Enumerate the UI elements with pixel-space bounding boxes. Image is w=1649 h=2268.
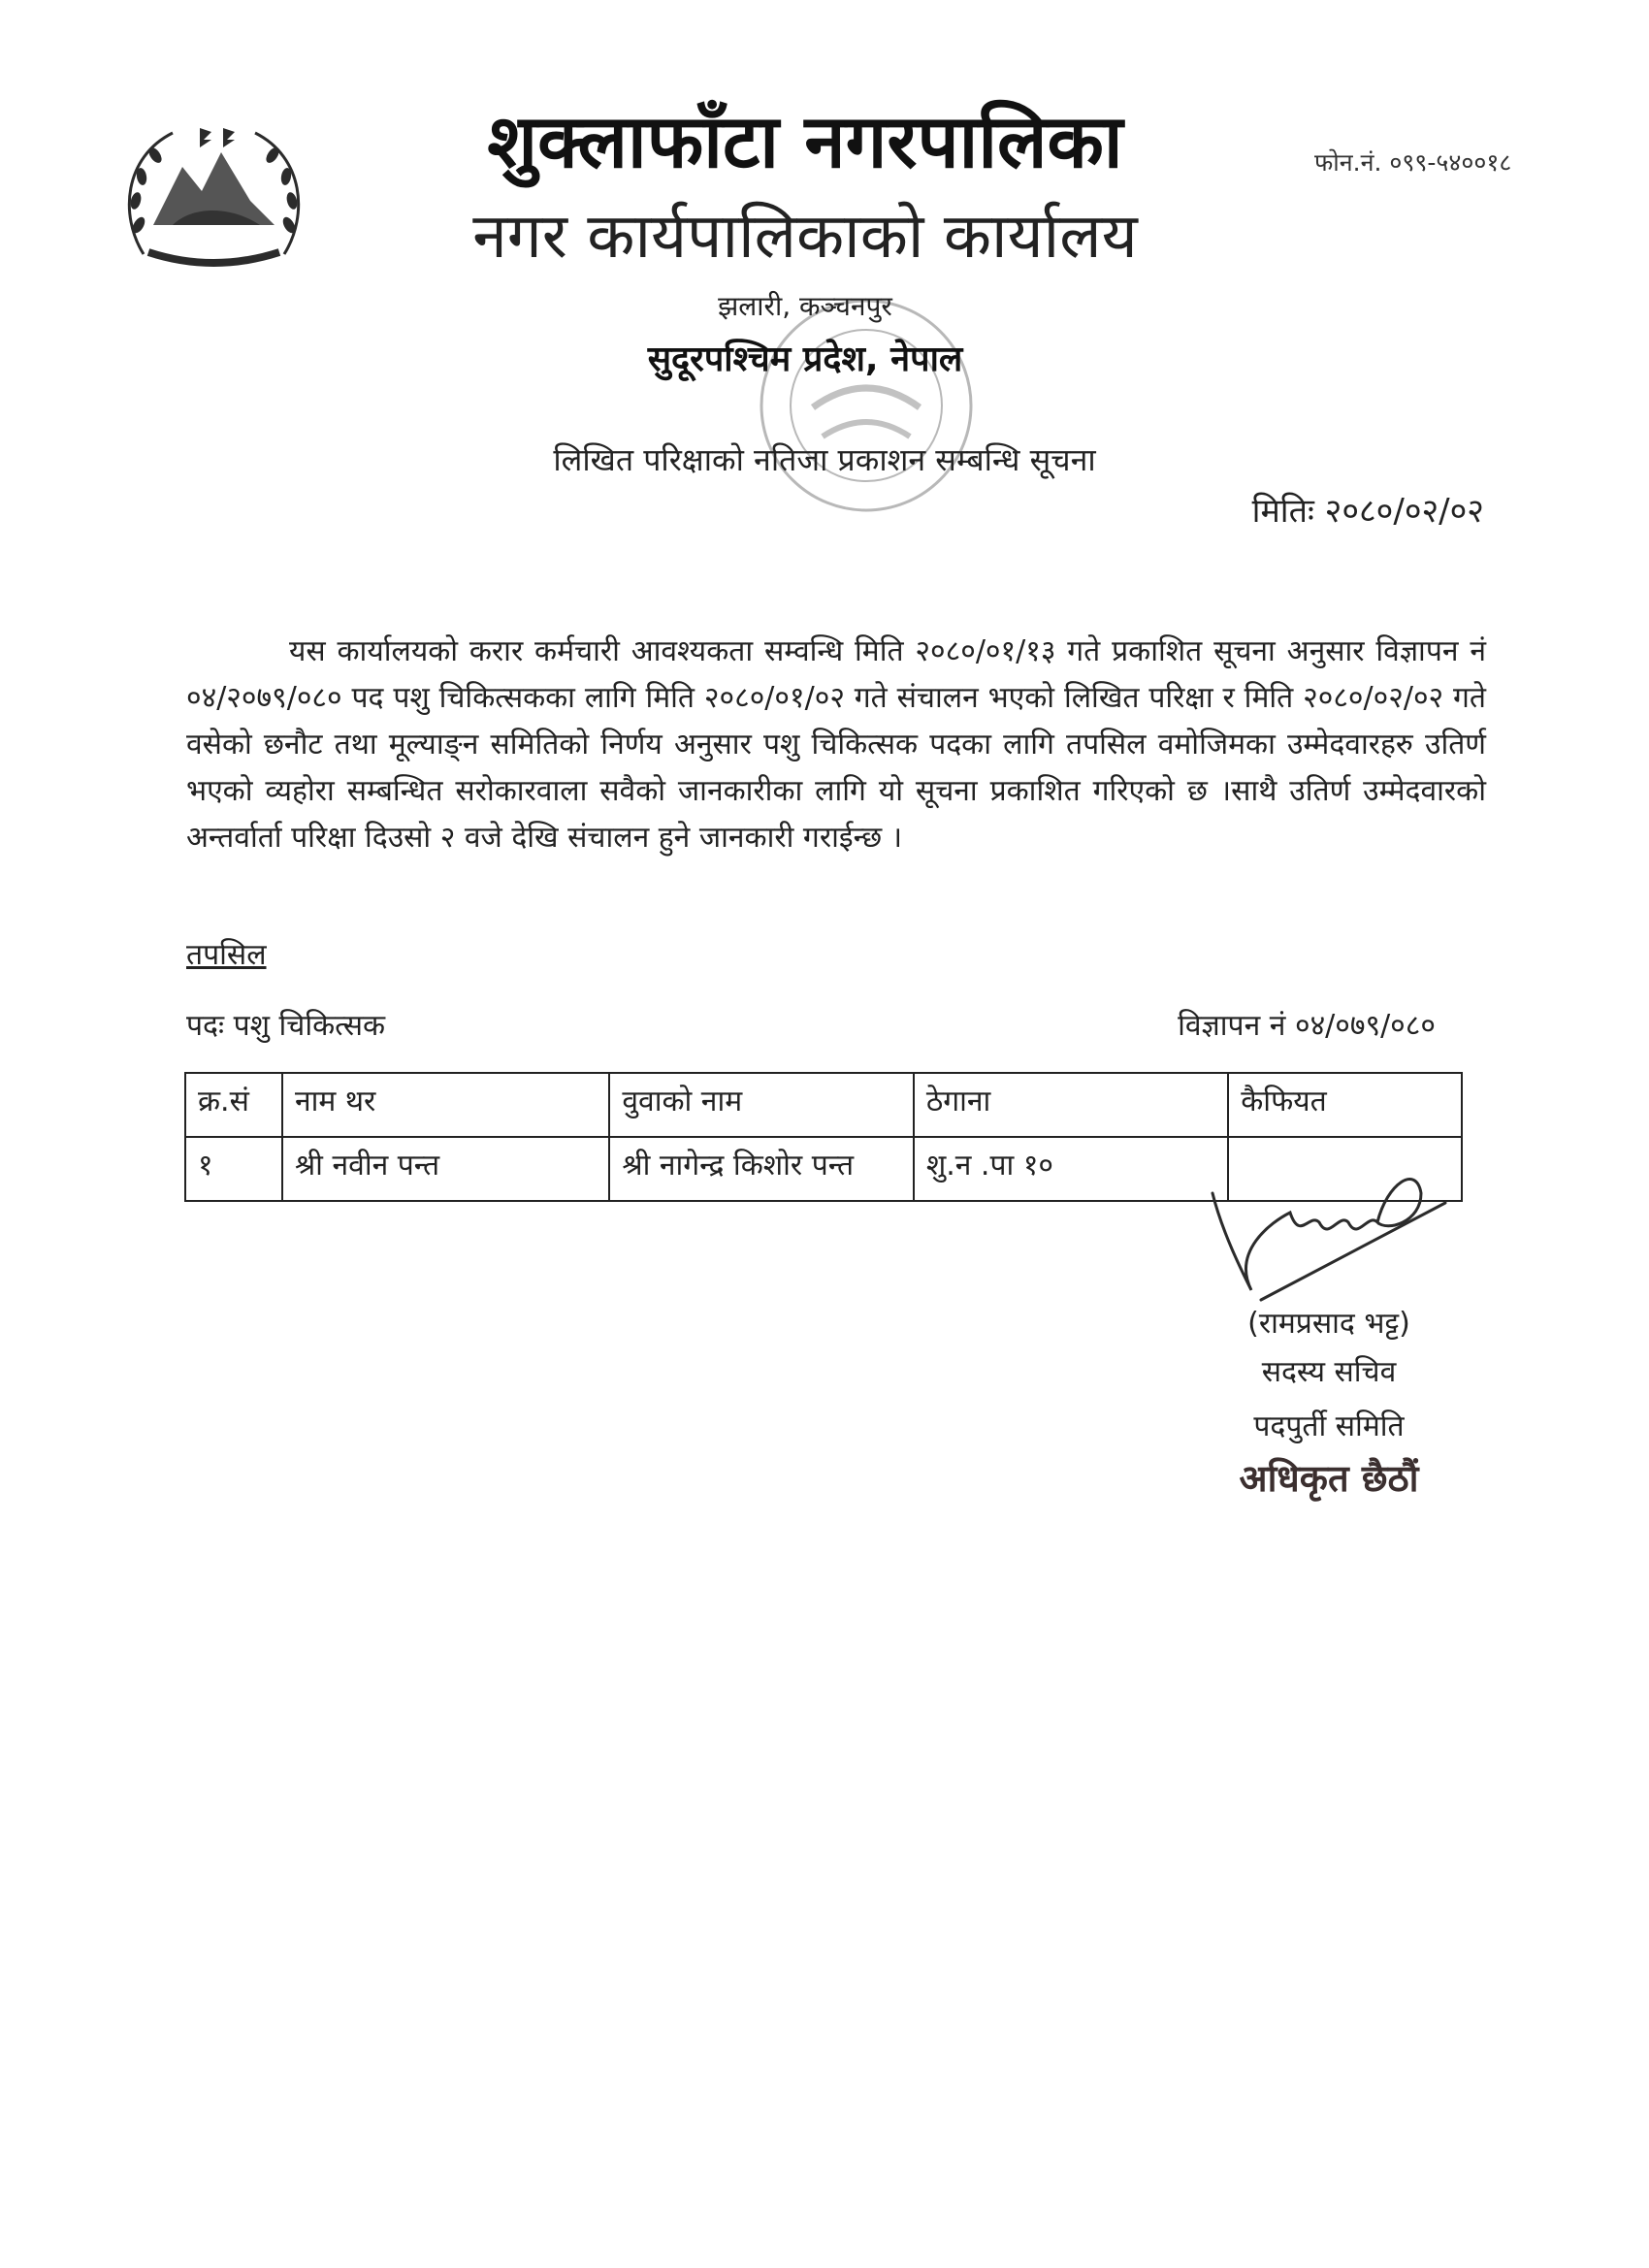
post-name: पदः पशु चिकित्सक: [186, 1009, 386, 1043]
signatory-title: सदस्य सचिव: [1261, 1355, 1397, 1389]
government-emblem-icon: [114, 109, 313, 278]
column-header: ठेगाना: [914, 1073, 1228, 1137]
office-province: सुदूरपश्चिम प्रदेश, नेपाल: [647, 340, 963, 379]
table-header-row: [185, 1073, 1462, 1137]
signatory-rank-seal: अधिकृत छैठौं: [1239, 1457, 1419, 1500]
signatory-name: (रामप्रसाद भट्ट): [1247, 1307, 1410, 1341]
column-header: क्र.सं: [185, 1073, 282, 1137]
signatory-committee: पदपुर्ती समिति: [1253, 1409, 1405, 1443]
column-header: नाम थर: [282, 1073, 609, 1137]
notice-subject: लिखित परिक्षाको नतिजा प्रकाशन सम्बन्धि सूचना: [553, 441, 1096, 478]
candidate-name-cell: श्री नवीन पन्त: [282, 1137, 609, 1201]
notice-date: मितिः २०८०/०२/०२: [1251, 492, 1484, 531]
column-header: वुवाको नाम: [609, 1073, 913, 1137]
details-heading: तपसिल: [186, 938, 267, 972]
serial-number-cell: १: [185, 1137, 282, 1201]
office-subtitle: नगर कार्यपालिकाको कार्यालय: [472, 201, 1138, 273]
office-address: झलारी, कञ्चनपुर: [718, 290, 892, 322]
column-header: कैफियत: [1228, 1073, 1462, 1137]
office-name: शुक्लाफाँटा नगरपालिका: [487, 98, 1123, 184]
office-stamp-icon: [745, 291, 987, 519]
notice-body: यस कार्यालयको करार कर्मचारी आवश्यकता सम्वन्धि मिति २०८०/०१/१३ गते प्रकाशित सूचना अनुसार विज्ञापन नं ०४/२०७९/०८० पद पशु चिकित्सकका लागि मिति २०८०/०१/०२ गते संचालन भएको लिखित परिक्षा र मिति २०८०/०२/०२ गते वसेको छनौट तथा मूल्याङ्न समितिको निर्णय अनुसार पशु चिकित्सक पदका लागि तपसिल वमोजिमका उम्मेदवारहरु उतिर्ण भएको व्यहोरा सम्बन्धित सरोकारवाला सवैको जानकारीका लागि यो सूचना प्रकाशित गरिएको छ ।साथै उतिर्ण उम्मेदवारको अन्तर्वार्ता परिक्षा दिउसो २ वजे देखि संचालन हुने जानकारी गराईन्छ ।: [186, 634, 1486, 855]
advertisement-number: विज्ञापन नं ०४/०७९/०८०: [1178, 1009, 1436, 1043]
address-cell: शु.न .पा १०: [914, 1137, 1228, 1201]
father-name-cell: श्री नागेन्द्र किशोर पन्त: [609, 1137, 913, 1201]
phone-number: फोन.नं. ०९९-५४००१८: [1314, 148, 1512, 177]
signature-icon: [1193, 1154, 1455, 1310]
